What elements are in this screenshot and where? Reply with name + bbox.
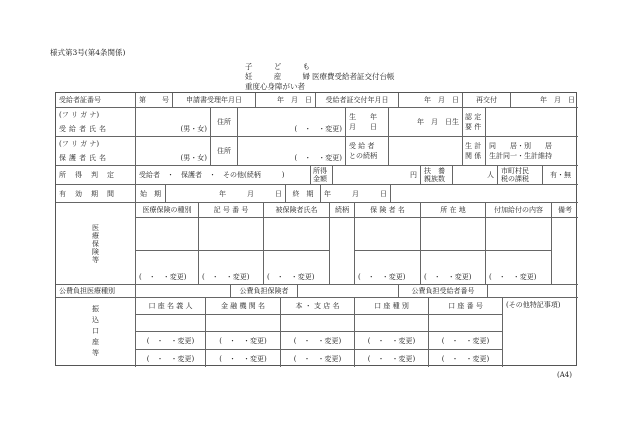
validity-period-label: 有効期間 — [56, 185, 136, 203]
ins-header-insurer-name: 保 険 者 名 — [355, 203, 421, 218]
relationship-field[interactable] — [389, 137, 463, 166]
ins-type-change[interactable]: ( ・ ・変更) — [136, 251, 199, 285]
bank-header-holder: 口 座 名 義 人 — [136, 298, 206, 315]
form-number-label: 様式第3号(第4条関係) — [50, 48, 126, 57]
public-insurer-label: 公費負担保険者 — [231, 285, 298, 298]
ins-additional-benefit-change[interactable]: ( ・ ・変更) — [486, 251, 552, 285]
requirement-field[interactable] — [486, 108, 578, 137]
dependents-label: 扶 養 親族数 — [421, 166, 453, 185]
ins-insurer-name-change[interactable]: ( ・ ・変更) — [355, 251, 421, 285]
ledger-table — [55, 92, 577, 366]
ins-type-field[interactable] — [136, 218, 199, 251]
ins-header-symbol-number: 記 号 番 号 — [199, 203, 264, 218]
ins-location-change[interactable]: ( ・ ・変更) — [421, 251, 486, 285]
ins-header-additional-benefit: 付加給付の内容 — [486, 203, 552, 218]
ins-header-location: 所 在 地 — [421, 203, 486, 218]
recipient-address-label: 住所 — [211, 108, 238, 137]
birthdate-field[interactable]: 年 月 日生 — [389, 108, 463, 137]
ins-insured-name-field[interactable] — [264, 218, 330, 251]
ins-location-field[interactable] — [421, 218, 486, 251]
ins-relationship-field[interactable] — [330, 218, 355, 285]
cert-number-label: 受給者証番号 — [56, 93, 136, 108]
bank-institution-field[interactable] — [206, 315, 281, 332]
bank-account-number-change-1[interactable]: ( ・ ・変更) — [429, 332, 503, 350]
recipient-name-label: (フ リ ガ ナ) 受給者氏名 — [56, 108, 136, 137]
public-medical-type-label: 公費負担医療種別 — [56, 285, 136, 298]
guardian-name-label: (フ リ ガ ナ) 保護者氏名 — [56, 137, 136, 166]
bank-branch-change-1[interactable]: ( ・ ・変更) — [281, 332, 355, 350]
bank-account-type-field[interactable] — [355, 315, 429, 332]
bank-holder-field[interactable] — [136, 315, 206, 332]
ins-insured-name-change[interactable]: ( ・ ・変更) — [264, 251, 330, 285]
bank-account-number-change-2[interactable]: ( ・ ・変更) — [429, 350, 503, 367]
income-judgment-options[interactable]: 受給者 ・ 保護者 ・ その他(続柄 ) — [136, 166, 311, 185]
relationship-label: 受 給 者 との続柄 — [346, 137, 389, 166]
public-recipient-number-label: 公費負担受給者番号 — [399, 285, 488, 298]
end-date-label: 終 期 — [286, 185, 321, 203]
ins-header-insured-name: 被保険者氏名 — [264, 203, 330, 218]
bank-header-branch: 本 ・ 支 店 名 — [281, 298, 355, 315]
ins-header-remarks: 備考 — [552, 203, 578, 218]
reissue-date-field[interactable]: 年 月 日 — [511, 93, 578, 108]
reissue-label: 再交付 — [463, 93, 511, 108]
bank-institution-change-1[interactable]: ( ・ ・変更) — [206, 332, 281, 350]
guardian-address-label: 住所 — [211, 137, 238, 166]
title-suffix: 医療費受給者証交付台帳 — [312, 72, 395, 81]
ins-header-relationship: 続柄 — [330, 203, 355, 218]
ins-remarks-field[interactable] — [552, 218, 578, 285]
application-date-label: 申請書受理年月日 — [173, 93, 256, 108]
end-date-field[interactable]: 年 月 日 — [321, 185, 391, 203]
bank-account-type-change-1[interactable]: ( ・ ・変更) — [355, 332, 429, 350]
recipient-name-field[interactable]: (男・女) — [136, 108, 211, 137]
bank-account-number-field[interactable] — [429, 315, 503, 332]
ins-additional-benefit-field[interactable] — [486, 218, 552, 251]
ins-symbol-number-change[interactable]: ( ・ ・変更) — [199, 251, 264, 285]
start-date-field[interactable]: 年 月 日 — [166, 185, 286, 203]
bank-branch-field[interactable] — [281, 315, 355, 332]
household-field[interactable]: 同 居・別 居 生計同一・生計維持 — [486, 137, 578, 166]
ins-header-type: 医療保険の種別 — [136, 203, 199, 218]
title-line-child: 子 ど も — [245, 62, 310, 71]
application-date-field[interactable]: 年 月 日 — [256, 93, 316, 108]
cert-number-field[interactable]: 第 号 — [136, 93, 173, 108]
guardian-address-field[interactable]: ( ・ ・変更) — [238, 137, 346, 166]
bank-branch-change-2[interactable]: ( ・ ・変更) — [281, 350, 355, 367]
income-amount-field[interactable]: 円 — [333, 166, 421, 185]
dependents-field[interactable]: 人 — [453, 166, 498, 185]
birthdate-label: 生 年 月 日 — [346, 108, 389, 137]
ins-symbol-number-field[interactable] — [199, 218, 264, 251]
validity-blank — [391, 185, 578, 203]
title-line-disabled: 重度心身障がい者 — [245, 82, 305, 91]
municipal-tax-field[interactable]: 有・無 — [543, 166, 578, 185]
income-judgment-label: 所得判定 — [56, 166, 136, 185]
recipient-address-field[interactable]: ( ・ ・変更) — [238, 108, 346, 137]
public-insurer-field[interactable] — [298, 285, 399, 298]
bank-header-institution: 金 融 機 関 名 — [206, 298, 281, 315]
bank-holder-change-1[interactable]: ( ・ ・変更) — [136, 332, 206, 350]
medical-insurance-label: 医療保険等 — [56, 203, 136, 285]
public-recipient-number-field[interactable] — [488, 285, 578, 298]
public-medical-type-field[interactable] — [136, 285, 231, 298]
bank-account-type-change-2[interactable]: ( ・ ・変更) — [355, 350, 429, 367]
bank-holder-change-2[interactable]: ( ・ ・変更) — [136, 350, 206, 367]
title-line-pregnant: 妊 産 婦 — [245, 72, 310, 81]
ins-insurer-name-field[interactable] — [355, 218, 421, 251]
guardian-name-field[interactable]: (男・女) — [136, 137, 211, 166]
start-date-label: 始 期 — [136, 185, 166, 203]
municipal-tax-label: 市町村民 税の課税 — [498, 166, 543, 185]
bank-institution-change-2[interactable]: ( ・ ・変更) — [206, 350, 281, 367]
other-notes-field[interactable]: (その他特記事項) — [506, 301, 561, 309]
issue-date-label: 受給者証交付年月日 — [316, 93, 399, 108]
document-title — [245, 62, 395, 92]
issue-date-field[interactable]: 年 月 日 — [399, 93, 463, 108]
paper-size-label: (A4) — [557, 371, 572, 379]
bank-header-account-type: 口 座 種 別 — [355, 298, 429, 315]
bank-account-label: 振込口座等 — [56, 298, 136, 367]
bank-header-account-number: 口 座 番 号 — [429, 298, 503, 315]
income-amount-label: 所得 金額 — [311, 166, 333, 185]
requirement-label: 認 定 要 件 — [463, 108, 486, 137]
household-label: 生 計 関 係 — [463, 137, 486, 166]
